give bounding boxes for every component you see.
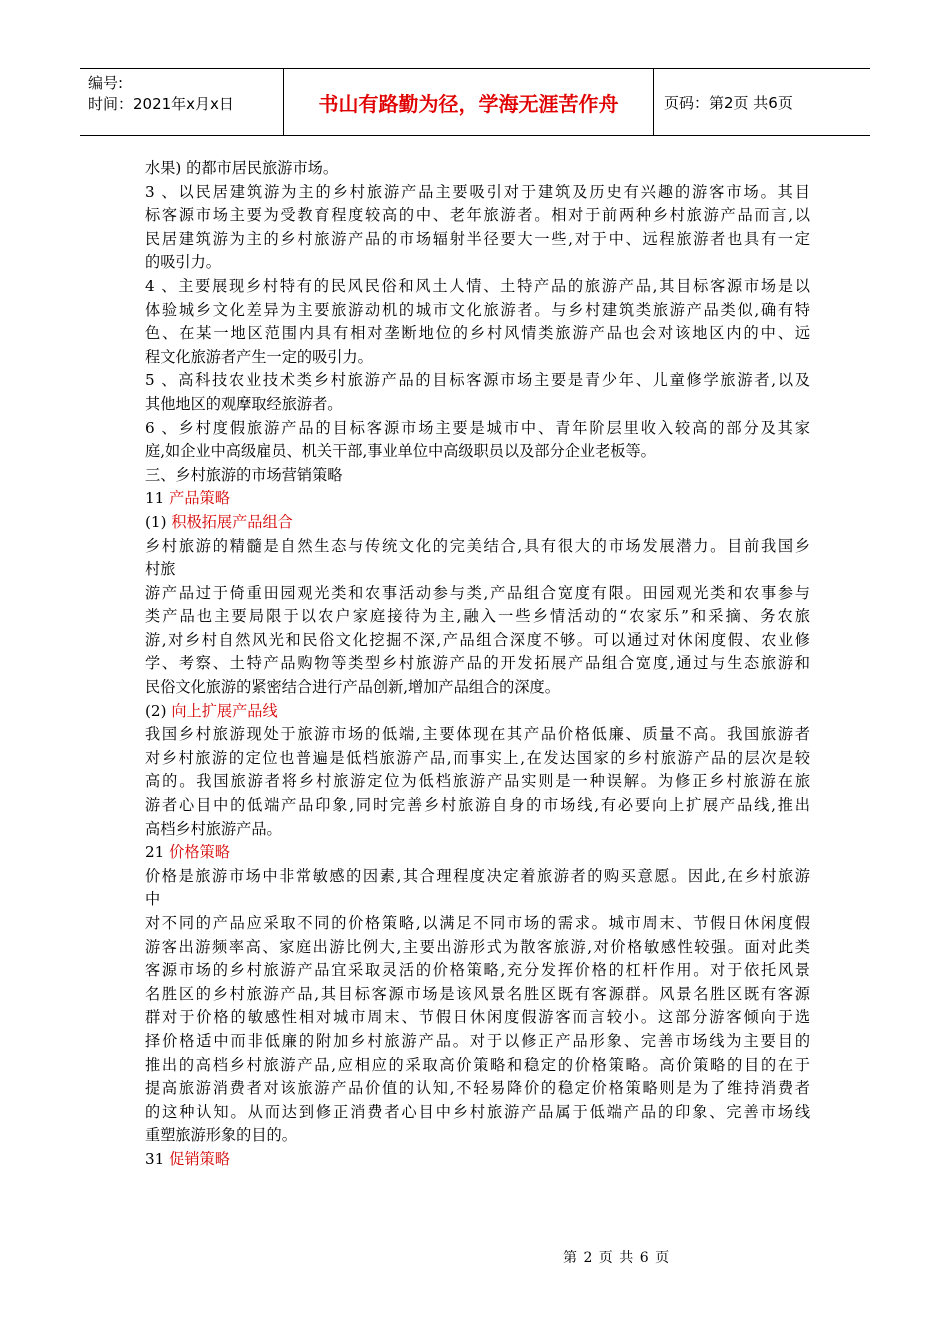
text-line: 标客源市场主要为受教育程度较高的中、老年旅游者。相对于前两种乡村旅游产品而言,以 [145, 206, 810, 225]
heading-number: 31 [145, 1149, 170, 1168]
text-line: 对不同的产品应采取不同的价格策略,以满足不同市场的需求。城市周末、节假日休闲度假 [145, 914, 810, 932]
section-heading [145, 841, 810, 865]
text-line: 乡村旅游的精髓是自然生态与传统文化的完美结合,具有很大的市场发展潜力。目前我国乡 [145, 536, 810, 555]
time-label: 时间：2021年x月x日 [88, 95, 234, 113]
page-header [80, 68, 870, 136]
text-line: 高的。我国旅游者将乡村旅游定位为低档旅游产品实则是一种误解。为修正乡村旅游在旅 [145, 772, 810, 791]
text-line: 4 、主要展现乡村特有的民风民俗和风土人情、土特产品的旅游产品,其目标客源市场是以 [145, 276, 810, 295]
text-line: 的这种认知。从而达到修正消费者心目中乡村旅游产品属于低端产品的印象、完善市场线 [145, 1102, 810, 1121]
text-line: 名胜区的乡村旅游产品,其目标客源市场是该风景名胜区既有客源群。风景名胜区既有客源 [145, 984, 810, 1003]
heading-number: (2) [145, 701, 172, 720]
section-heading [145, 511, 810, 535]
text-line: 村旅 [145, 560, 176, 579]
header-page-info: 页码：第2页 共6页 [664, 93, 793, 112]
section-heading [145, 487, 810, 511]
text-line: 5 、高科技农业技术类乡村旅游产品的目标客源市场主要是青少年、儿童修学旅游者,以及 [145, 371, 810, 390]
heading-title: 产品策略 [169, 489, 230, 508]
heading-number: 21 [145, 843, 170, 862]
text-line: 中 [145, 890, 161, 909]
text-line: 类产品也主要局限于以农户家庭接待为主,融入一些乡情活动的“农家乐”和采摘、务农旅 [145, 607, 810, 626]
text-line: 游者心目中的低端产品印象,同时完善乡村旅游自身的市场线,有必要向上扩展产品线,推出 [145, 796, 810, 815]
section-heading [145, 1148, 810, 1172]
text-line: 我国乡村旅游现处于旅游市场的低端,主要体现在其产品价格低廉、质量不高。我国旅游者 [145, 725, 810, 744]
text-line: 民居建筑游为主的乡村旅游产品的市场辐射半径要大一些,对于中、远程旅游者也具有一定 [145, 229, 810, 248]
text-line: 3 、以民居建筑游为主的乡村旅游产品主要吸引对于建筑及历史有兴趣的游客市场。其目 [145, 182, 810, 201]
heading-title: 促销策略 [169, 1149, 230, 1168]
text-line: 重塑旅游形象的目的。 [145, 1126, 297, 1145]
text-line: 游产品过于倚重田园观光类和农事活动参与类,产品组合宽度有限。田园观光类和农事参与 [145, 583, 810, 602]
page-footer: 第 2 页 共 6 页 [563, 1250, 671, 1266]
text-line: 水果) 的都市居民旅游市场。 [145, 159, 339, 177]
header-motto: 书山有路勤为径，学海无涯苦作舟 [284, 69, 654, 135]
text-line: 游,对乡村自然风光和民俗文化挖掘不深,产品组合深度不够。可以通过对休闲度假、农业修 [145, 630, 810, 649]
text-line: 色、在某一地区范围内具有相对垄断地位的乡村风情类旅游产品也会对该地区内的中、远 [145, 324, 810, 343]
text-line: 程文化旅游者产生一定的吸引力。 [145, 347, 373, 366]
text-line: 6 、乡村度假旅游产品的目标客源市场主要是城市中、青年阶层里收入较高的部分及其家 [145, 418, 810, 437]
text-line: 对乡村旅游的定位也普遍是低档旅游产品,而事实上,在发达国家的乡村旅游产品的层次是较 [145, 748, 810, 767]
text-line: 客源市场的乡村旅游产品宜采取灵活的价格策略,充分发挥价格的杠杆作用。对于依托风景 [145, 961, 810, 980]
text-line: 民俗文化旅游的紧密结合进行产品创新,增加产品组合的深度。 [145, 678, 560, 697]
text-line: 体验城乡文化差异为主要旅游动机的城市文化旅游者。与乡村建筑类旅游产品类似,确有特 [145, 300, 810, 319]
text-line: 庭,如企业中高级雇员、机关干部,事业单位中高级职员以及部分企业老板等。 [145, 442, 656, 461]
text-line: 的吸引力。 [145, 253, 221, 272]
text-line: 学、考察、土特产品购物等类型乡村旅游产品的开发拓展产品组合宽度,通过与生态旅游和 [145, 654, 810, 673]
heading-number: 11 [145, 489, 170, 508]
text-line: 三、乡村旅游的市场营销策略 [145, 465, 343, 484]
text-line: 其他地区的观摩取经旅游者。 [145, 394, 343, 413]
heading-number: (1) [145, 512, 172, 531]
text-line: 群对于价格的敏感性相对城市周末、节假日休闲度假游客而言较小。这部分游客倾向于选 [145, 1008, 810, 1027]
text-line: 择价格适中而非低廉的附加乡村旅游产品。对于以修正产品形象、完善市场线为主要目的 [145, 1031, 810, 1050]
text-line: 高档乡村旅游产品。 [145, 819, 282, 838]
heading-title: 积极拓展产品组合 [171, 512, 293, 531]
number-label: 编号: [88, 74, 124, 92]
heading-title: 向上扩展产品线 [171, 701, 278, 720]
text-line: 提高旅游消费者对该旅游产品价值的认知,不轻易降价的稳定价格策略则是为了维持消费者 [145, 1079, 810, 1098]
text-line: 推出的高档乡村旅游产品,应相应的采取高价策略和稳定的价格策略。高价策略的目的在于 [145, 1055, 810, 1074]
header-meta [80, 69, 284, 135]
section-heading [145, 700, 810, 724]
text-line: 价格是旅游市场中非常敏感的因素,其合理程度决定着旅游者的购买意愿。因此,在乡村旅游 [145, 866, 810, 885]
heading-title: 价格策略 [169, 843, 230, 862]
text-line: 游客出游频率高、家庭出游比例大,主要出游形式为散客旅游,对价格敏感性较强。面对此类 [145, 937, 810, 956]
document-body [145, 157, 810, 1172]
